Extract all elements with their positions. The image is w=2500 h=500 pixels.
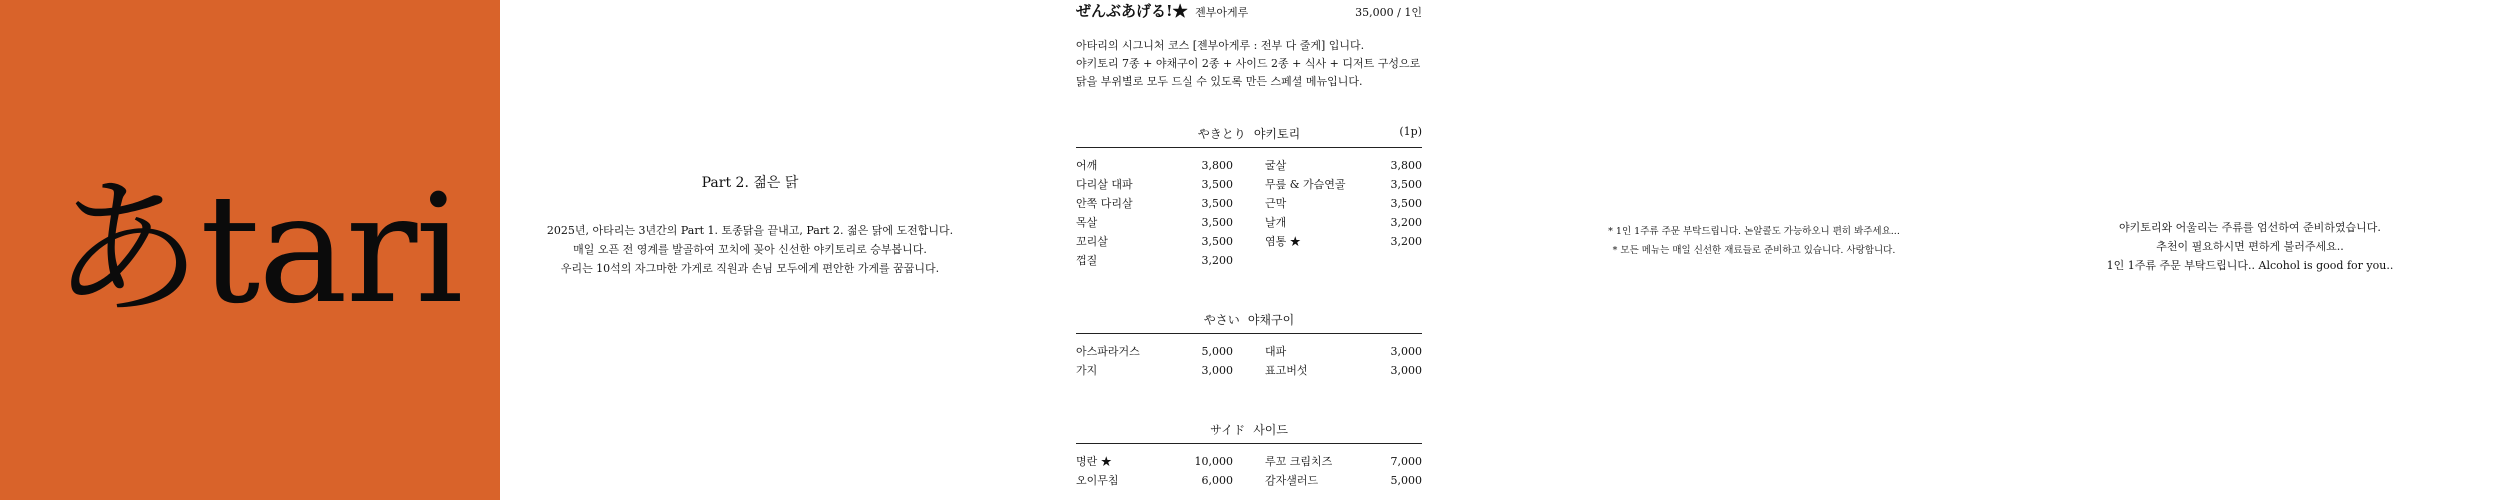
section-heading xyxy=(1076,421,1422,444)
drinks-line: 야키토리와 어울리는 주류를 엄선하여 준비하였습니다. xyxy=(2119,221,2381,234)
item-price: 3,800 xyxy=(1201,159,1233,172)
item-name: 루꼬 크림치즈 xyxy=(1265,455,1333,468)
item-name: 다리살 대파 xyxy=(1076,178,1133,191)
menu-item xyxy=(1265,361,1422,380)
menu-items xyxy=(1076,342,1422,380)
item-price: 3,200 xyxy=(1201,254,1233,267)
item-price: 5,000 xyxy=(1390,474,1422,487)
item-price: 3,000 xyxy=(1201,364,1233,377)
section-heading xyxy=(1076,125,1422,148)
section-title-kr: 야채구이 xyxy=(1247,313,1295,327)
drinks-intro xyxy=(2050,218,2450,275)
menu-item xyxy=(1265,232,1422,251)
item-name: 근막 xyxy=(1265,197,1287,210)
section-heading xyxy=(1076,311,1422,334)
note-line: * 모든 메뉴는 매일 신선한 재료들로 준비하고 있습니다. 사랑합니다. xyxy=(1612,245,1896,256)
course-description xyxy=(1076,37,1422,91)
menu-item xyxy=(1076,361,1233,380)
section-yakitori xyxy=(1076,125,1422,270)
menu-item xyxy=(1076,194,1233,213)
course-desc-line: 닭을 부위별로 모두 드실 수 있도록 만든 스페셜 메뉴입니다. xyxy=(1076,75,1363,88)
menu-item xyxy=(1076,471,1233,490)
intro-line: 매일 오픈 전 영계를 발골하여 꼬치에 꽂아 신선한 야키토리로 승부봅니다. xyxy=(573,243,927,256)
menu-items-right xyxy=(1265,452,1422,490)
item-name: 명란 ★ xyxy=(1076,455,1112,468)
brand-panel xyxy=(0,0,500,500)
item-name: 껍질 xyxy=(1076,254,1098,267)
course-subtitle: 젠부아게루 xyxy=(1195,6,1249,19)
section-vegetable xyxy=(1076,311,1422,380)
menu-item xyxy=(1265,175,1422,194)
menu-item xyxy=(1265,452,1422,471)
menu-item xyxy=(1265,471,1422,490)
item-price: 3,000 xyxy=(1390,345,1422,358)
item-price: 3,000 xyxy=(1390,364,1422,377)
item-name: 안쪽 다리살 xyxy=(1076,197,1133,210)
item-price: 3,500 xyxy=(1390,197,1422,210)
menu-items xyxy=(1076,156,1422,270)
item-name: 표고버섯 xyxy=(1265,364,1308,377)
drinks-line: 추천이 필요하시면 편하게 불러주세요.. xyxy=(2156,240,2344,253)
menu-item xyxy=(1076,213,1233,232)
menu-items-left xyxy=(1076,452,1233,490)
section-title-jp: サイド xyxy=(1210,423,1246,437)
item-price: 6,000 xyxy=(1201,474,1233,487)
menu-items-right xyxy=(1265,342,1422,380)
item-price: 7,000 xyxy=(1390,455,1422,468)
menu-item xyxy=(1076,342,1233,361)
item-name: 대파 xyxy=(1265,345,1287,358)
intro-line: 우리는 10석의 자그마한 가게로 직원과 손님 모두에게 편안한 가게를 꿈꿉니다. xyxy=(560,262,940,275)
menu-items xyxy=(1076,452,1422,490)
intro-text xyxy=(500,221,1000,278)
intro-title: Part 2. 젊은 닭 xyxy=(701,175,799,191)
item-price: 3,200 xyxy=(1390,235,1422,248)
menu-item xyxy=(1265,156,1422,175)
menu-item xyxy=(1076,452,1233,471)
item-price: 3,200 xyxy=(1390,216,1422,229)
menu-item xyxy=(1265,342,1422,361)
menu-item xyxy=(1076,175,1233,194)
item-name: 아스파라거스 xyxy=(1076,345,1140,358)
item-name: 굴살 xyxy=(1265,159,1287,172)
item-name: 어깨 xyxy=(1076,159,1098,172)
menu-item xyxy=(1076,232,1233,251)
item-price: 3,500 xyxy=(1390,178,1422,191)
item-price: 5,000 xyxy=(1201,345,1233,358)
item-name: 무릎 & 가슴연골 xyxy=(1265,178,1346,191)
section-side xyxy=(1076,421,1422,490)
course-price: 35,000 / 1인 xyxy=(1355,6,1422,19)
menu-column xyxy=(1076,0,1422,500)
item-name: 감자샐러드 xyxy=(1265,474,1319,487)
item-name: 염통 ★ xyxy=(1265,235,1301,248)
item-price: 3,500 xyxy=(1201,216,1233,229)
course-desc-line: 야키토리 7종 + 야채구이 2종 + 사이드 2종 + 식사 + 디저트 구성으로 xyxy=(1076,57,1421,70)
brand-logo: あtari xyxy=(52,163,462,337)
item-name: 가지 xyxy=(1076,364,1098,377)
item-price: 3,500 xyxy=(1201,178,1233,191)
menu-item xyxy=(1265,213,1422,232)
item-price: 3,500 xyxy=(1201,235,1233,248)
item-price: 3,800 xyxy=(1390,159,1422,172)
drinks-line: 1인 1주류 주문 부탁드립니다.. Alcohol is good for you.. xyxy=(2106,259,2394,272)
menu-item xyxy=(1265,194,1422,213)
section-title-jp: やきとり xyxy=(1197,127,1246,141)
notes-block xyxy=(1604,222,1904,260)
menu-item xyxy=(1076,156,1233,175)
course-name: ぜんぶあげる!★ xyxy=(1076,2,1188,20)
item-name: 목살 xyxy=(1076,216,1098,229)
menu-items-right xyxy=(1265,156,1422,270)
course-desc-line: 아타리의 시그니처 코스 [젠부아게루 : 전부 다 줄게] 입니다. xyxy=(1076,39,1365,52)
section-unit: (1p) xyxy=(1399,125,1422,138)
item-price: 10,000 xyxy=(1194,455,1233,468)
note-line: * 1인 1주류 주문 부탁드립니다. 논알콜도 가능하오니 편히 봐주세요... xyxy=(1608,226,1900,237)
menu-items-left xyxy=(1076,342,1233,380)
menu-item xyxy=(1076,251,1233,270)
course-header xyxy=(1076,0,1422,24)
section-title-kr: 사이드 xyxy=(1253,423,1288,437)
item-name: 날개 xyxy=(1265,216,1287,229)
item-name: 오이무침 xyxy=(1076,474,1119,487)
menu-items-left xyxy=(1076,156,1233,270)
section-title-jp: やさい xyxy=(1203,313,1240,327)
intro-block xyxy=(500,0,1000,500)
intro-line: 2025년, 아타리는 3년간의 Part 1. 토종닭을 끝내고, Part 2. 젊은 닭에 도전합니다. xyxy=(546,224,954,237)
item-name: 꼬리살 xyxy=(1076,235,1108,248)
item-price: 3,500 xyxy=(1201,197,1233,210)
section-title-kr: 야키토리 xyxy=(1253,127,1301,141)
